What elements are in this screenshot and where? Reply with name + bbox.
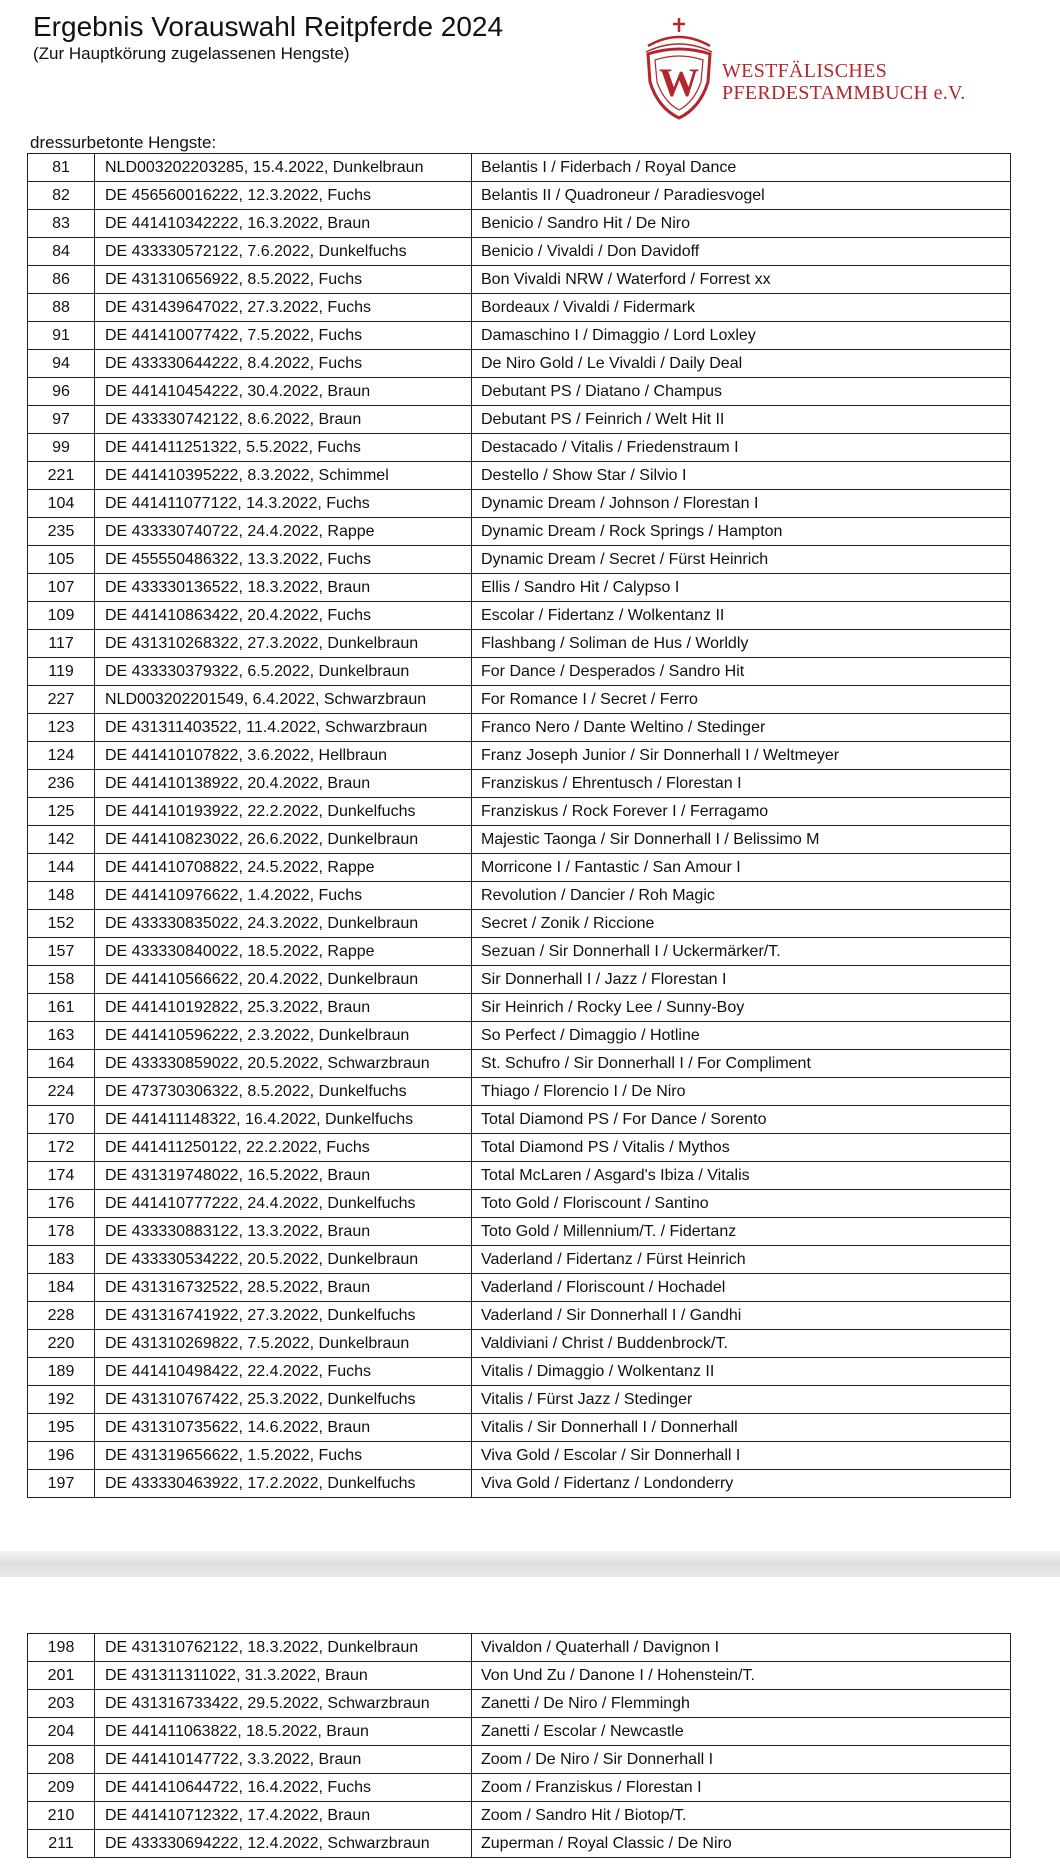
pedigree-cell: Vaderland / Fidertanz / Fürst Heinrich [472, 1246, 1011, 1274]
table-row [28, 1442, 1011, 1470]
catalog-number-cell: 158 [28, 966, 95, 994]
catalog-number-cell: 195 [28, 1414, 95, 1442]
life-number-cell: DE 431316733422, 29.5.2022, Schwarzbraun [95, 1690, 472, 1718]
catalog-number-cell: 172 [28, 1134, 95, 1162]
life-number-cell: DE 433330136522, 18.3.2022, Braun [95, 574, 472, 602]
table-row [28, 1246, 1011, 1274]
pedigree-cell: Zanetti / De Niro / Flemmingh [472, 1690, 1011, 1718]
table-row [28, 770, 1011, 798]
pedigree-cell: Revolution / Dancier / Roh Magic [472, 882, 1011, 910]
pedigree-cell: Secret / Zonik / Riccione [472, 910, 1011, 938]
life-number-cell: DE 433330572122, 7.6.2022, Dunkelfuchs [95, 238, 472, 266]
life-number-cell: DE 441410107822, 3.6.2022, Hellbraun [95, 742, 472, 770]
life-number-cell: DE 431316732522, 28.5.2022, Braun [95, 1274, 472, 1302]
life-number-cell: DE 431319748022, 16.5.2022, Braun [95, 1162, 472, 1190]
catalog-number-cell: 192 [28, 1386, 95, 1414]
pedigree-cell: Total Diamond PS / Vitalis / Mythos [472, 1134, 1011, 1162]
catalog-number-cell: 124 [28, 742, 95, 770]
table-row [28, 798, 1011, 826]
catalog-number-cell: 96 [28, 378, 95, 406]
pedigree-cell: Franco Nero / Dante Weltino / Stedinger [472, 714, 1011, 742]
life-number-cell: DE 441410192822, 25.3.2022, Braun [95, 994, 472, 1022]
section-label: dressurbetonte Hengste: [30, 133, 217, 152]
pedigree-cell: Benicio / Sandro Hit / De Niro [472, 210, 1011, 238]
catalog-number-cell: 152 [28, 910, 95, 938]
life-number-cell: DE 441410712322, 17.4.2022, Braun [95, 1802, 472, 1830]
catalog-number-cell: 224 [28, 1078, 95, 1106]
stallion-table-body [28, 1634, 1011, 1858]
pedigree-cell: St. Schufro / Sir Donnerhall I / For Compliment [472, 1050, 1011, 1078]
catalog-number-cell: 119 [28, 658, 95, 686]
pedigree-cell: Morricone I / Fantastic / San Amour I [472, 854, 1011, 882]
pedigree-cell: Destacado / Vitalis / Friedenstraum I [472, 434, 1011, 462]
life-number-cell: DE 441411063822, 18.5.2022, Braun [95, 1718, 472, 1746]
pedigree-cell: Sir Donnerhall I / Jazz / Florestan I [472, 966, 1011, 994]
catalog-number-cell: 94 [28, 350, 95, 378]
table-row [28, 490, 1011, 518]
pedigree-cell: Dynamic Dream / Secret / Fürst Heinrich [472, 546, 1011, 574]
pedigree-cell: Flashbang / Soliman de Hus / Worldly [472, 630, 1011, 658]
life-number-cell: DE 441410342222, 16.3.2022, Braun [95, 210, 472, 238]
table-row [28, 1358, 1011, 1386]
life-number-cell: DE 433330742122, 8.6.2022, Braun [95, 406, 472, 434]
stallion-table-page-2 [27, 1633, 1011, 1858]
table-row [28, 1022, 1011, 1050]
pedigree-cell: Viva Gold / Escolar / Sir Donnerhall I [472, 1442, 1011, 1470]
life-number-cell: DE 441410498422, 22.4.2022, Fuchs [95, 1358, 472, 1386]
table-row [28, 266, 1011, 294]
catalog-number-cell: 107 [28, 574, 95, 602]
table-row [28, 1274, 1011, 1302]
life-number-cell: DE 441410863422, 20.4.2022, Fuchs [95, 602, 472, 630]
pedigree-cell: Vitalis / Dimaggio / Wolkentanz II [472, 1358, 1011, 1386]
catalog-number-cell: 83 [28, 210, 95, 238]
table-row [28, 602, 1011, 630]
pedigree-cell: Vitalis / Sir Donnerhall I / Donnerhall [472, 1414, 1011, 1442]
pedigree-cell: Sir Heinrich / Rocky Lee / Sunny-Boy [472, 994, 1011, 1022]
pedigree-cell: Franziskus / Ehrentusch / Florestan I [472, 770, 1011, 798]
life-number-cell: DE 455550486322, 13.3.2022, Fuchs [95, 546, 472, 574]
table-row [28, 1078, 1011, 1106]
table-row [28, 686, 1011, 714]
life-number-cell: DE 441411250122, 22.2.2022, Fuchs [95, 1134, 472, 1162]
pedigree-cell: De Niro Gold / Le Vivaldi / Daily Deal [472, 350, 1011, 378]
table-row [28, 826, 1011, 854]
catalog-number-cell: 88 [28, 294, 95, 322]
life-number-cell: DE 431311311022, 31.3.2022, Braun [95, 1662, 472, 1690]
table-row [28, 1302, 1011, 1330]
pedigree-cell: Von Und Zu / Danone I / Hohenstein/T. [472, 1662, 1011, 1690]
catalog-number-cell: 97 [28, 406, 95, 434]
catalog-number-cell: 105 [28, 546, 95, 574]
life-number-cell: DE 441411148322, 16.4.2022, Dunkelfuchs [95, 1106, 472, 1134]
table-row [28, 1218, 1011, 1246]
life-number-cell: DE 441411077122, 14.3.2022, Fuchs [95, 490, 472, 518]
table-row [28, 518, 1011, 546]
table-row [28, 1470, 1011, 1498]
pedigree-cell: Bon Vivaldi NRW / Waterford / Forrest xx [472, 266, 1011, 294]
life-number-cell: DE 441410077422, 7.5.2022, Fuchs [95, 322, 472, 350]
pedigree-cell: Majestic Taonga / Sir Donnerhall I / Belissimo M [472, 826, 1011, 854]
table-row [28, 658, 1011, 686]
stallion-table-page-1 [27, 153, 1011, 1498]
table-row [28, 1190, 1011, 1218]
catalog-number-cell: 82 [28, 182, 95, 210]
catalog-number-cell: 189 [28, 1358, 95, 1386]
table-row [28, 1774, 1011, 1802]
pedigree-cell: Damaschino I / Dimaggio / Lord Loxley [472, 322, 1011, 350]
catalog-number-cell: 197 [28, 1470, 95, 1498]
pedigree-cell: Vaderland / Sir Donnerhall I / Gandhi [472, 1302, 1011, 1330]
logo-letter: W [659, 60, 699, 105]
table-row [28, 434, 1011, 462]
catalog-number-cell: 196 [28, 1442, 95, 1470]
pedigree-cell: Debutant PS / Diatano / Champus [472, 378, 1011, 406]
page-subtitle: (Zur Hauptkörung zugelassenen Hengste) [33, 44, 350, 63]
life-number-cell: DE 433330644222, 8.4.2022, Fuchs [95, 350, 472, 378]
table-row [28, 1414, 1011, 1442]
life-number-cell: DE 431316741922, 27.3.2022, Dunkelfuchs [95, 1302, 472, 1330]
pedigree-cell: Zoom / Franziskus / Florestan I [472, 1774, 1011, 1802]
catalog-number-cell: 183 [28, 1246, 95, 1274]
table-row [28, 910, 1011, 938]
table-row [28, 1718, 1011, 1746]
pedigree-cell: Franziskus / Rock Forever I / Ferragamo [472, 798, 1011, 826]
catalog-number-cell: 211 [28, 1830, 95, 1858]
life-number-cell: DE 433330859022, 20.5.2022, Schwarzbraun [95, 1050, 472, 1078]
life-number-cell: NLD003202201549, 6.4.2022, Schwarzbraun [95, 686, 472, 714]
table-row [28, 630, 1011, 658]
pedigree-cell: Sezuan / Sir Donnerhall I / Uckermärker/T. [472, 938, 1011, 966]
table-row [28, 1802, 1011, 1830]
table-row [28, 966, 1011, 994]
catalog-number-cell: 235 [28, 518, 95, 546]
pedigree-cell: Toto Gold / Millennium/T. / Fidertanz [472, 1218, 1011, 1246]
pedigree-cell: Vaderland / Floriscount / Hochadel [472, 1274, 1011, 1302]
pedigree-cell: Total McLaren / Asgard's Ibiza / Vitalis [472, 1162, 1011, 1190]
table-row [28, 882, 1011, 910]
catalog-number-cell: 104 [28, 490, 95, 518]
table-row [28, 350, 1011, 378]
life-number-cell: DE 441410395222, 8.3.2022, Schimmel [95, 462, 472, 490]
catalog-number-cell: 174 [28, 1162, 95, 1190]
logo-line-2: PFERDESTAMMBUCH e.V. [722, 82, 966, 104]
table-row [28, 1690, 1011, 1718]
table-row [28, 322, 1011, 350]
table-row [28, 1106, 1011, 1134]
page-break-separator [0, 1551, 1060, 1577]
pedigree-cell: Toto Gold / Floriscount / Santino [472, 1190, 1011, 1218]
table-row [28, 210, 1011, 238]
catalog-number-cell: 144 [28, 854, 95, 882]
table-row [28, 1050, 1011, 1078]
pedigree-cell: Zanetti / Escolar / Newcastle [472, 1718, 1011, 1746]
pedigree-cell: Dynamic Dream / Johnson / Florestan I [472, 490, 1011, 518]
life-number-cell: DE 431319656622, 1.5.2022, Fuchs [95, 1442, 472, 1470]
pedigree-cell: Benicio / Vivaldi / Don Davidoff [472, 238, 1011, 266]
catalog-number-cell: 163 [28, 1022, 95, 1050]
life-number-cell: DE 431310269822, 7.5.2022, Dunkelbraun [95, 1330, 472, 1358]
catalog-number-cell: 210 [28, 1802, 95, 1830]
pedigree-cell: Zuperman / Royal Classic / De Niro [472, 1830, 1011, 1858]
life-number-cell: NLD003202203285, 15.4.2022, Dunkelbraun [95, 154, 472, 182]
pedigree-cell: Total Diamond PS / For Dance / Sorento [472, 1106, 1011, 1134]
catalog-number-cell: 123 [28, 714, 95, 742]
catalog-number-cell: 204 [28, 1718, 95, 1746]
life-number-cell: DE 431310656922, 8.5.2022, Fuchs [95, 266, 472, 294]
table-row [28, 238, 1011, 266]
table-row [28, 854, 1011, 882]
catalog-number-cell: 81 [28, 154, 95, 182]
life-number-cell: DE 441410596222, 2.3.2022, Dunkelbraun [95, 1022, 472, 1050]
table-row [28, 154, 1011, 182]
table-row [28, 574, 1011, 602]
catalog-number-cell: 148 [28, 882, 95, 910]
catalog-number-cell: 221 [28, 462, 95, 490]
catalog-number-cell: 203 [28, 1690, 95, 1718]
life-number-cell: DE 433330883122, 13.3.2022, Braun [95, 1218, 472, 1246]
life-number-cell: DE 441410777222, 24.4.2022, Dunkelfuchs [95, 1190, 472, 1218]
catalog-number-cell: 109 [28, 602, 95, 630]
life-number-cell: DE 433330379322, 6.5.2022, Dunkelbraun [95, 658, 472, 686]
pedigree-cell: So Perfect / Dimaggio / Hotline [472, 1022, 1011, 1050]
life-number-cell: DE 456560016222, 12.3.2022, Fuchs [95, 182, 472, 210]
table-row [28, 462, 1011, 490]
life-number-cell: DE 431310762122, 18.3.2022, Dunkelbraun [95, 1634, 472, 1662]
life-number-cell: DE 473730306322, 8.5.2022, Dunkelfuchs [95, 1078, 472, 1106]
table-row [28, 1634, 1011, 1662]
pedigree-cell: Debutant PS / Feinrich / Welt Hit II [472, 406, 1011, 434]
table-row [28, 1162, 1011, 1190]
pedigree-cell: Dynamic Dream / Rock Springs / Hampton [472, 518, 1011, 546]
pedigree-cell: For Romance I / Secret / Ferro [472, 686, 1011, 714]
life-number-cell: DE 433330694222, 12.4.2022, Schwarzbraun [95, 1830, 472, 1858]
pedigree-cell: For Dance / Desperados / Sandro Hit [472, 658, 1011, 686]
life-number-cell: DE 433330534222, 20.5.2022, Dunkelbraun [95, 1246, 472, 1274]
table-row [28, 294, 1011, 322]
table-row [28, 1746, 1011, 1774]
catalog-number-cell: 99 [28, 434, 95, 462]
catalog-number-cell: 236 [28, 770, 95, 798]
catalog-number-cell: 227 [28, 686, 95, 714]
table-row [28, 1330, 1011, 1358]
pedigree-cell: Vitalis / Fürst Jazz / Stedinger [472, 1386, 1011, 1414]
life-number-cell: DE 441410138922, 20.4.2022, Braun [95, 770, 472, 798]
life-number-cell: DE 431310735622, 14.6.2022, Braun [95, 1414, 472, 1442]
pedigree-cell: Zoom / De Niro / Sir Donnerhall I [472, 1746, 1011, 1774]
pedigree-cell: Escolar / Fidertanz / Wolkentanz II [472, 602, 1011, 630]
catalog-number-cell: 164 [28, 1050, 95, 1078]
catalog-number-cell: 198 [28, 1634, 95, 1662]
life-number-cell: DE 441410644722, 16.4.2022, Fuchs [95, 1774, 472, 1802]
table-row [28, 182, 1011, 210]
table-row [28, 742, 1011, 770]
pedigree-cell: Belantis II / Quadroneur / Paradiesvogel [472, 182, 1011, 210]
pedigree-cell: Ellis / Sandro Hit / Calypso I [472, 574, 1011, 602]
life-number-cell: DE 431439647022, 27.3.2022, Fuchs [95, 294, 472, 322]
page-title: Ergebnis Vorauswahl Reitpferde 2024 [33, 11, 504, 42]
table-row [28, 1830, 1011, 1858]
catalog-number-cell: 184 [28, 1274, 95, 1302]
pedigree-cell: Destello / Show Star / Silvio I [472, 462, 1011, 490]
table-row [28, 406, 1011, 434]
catalog-number-cell: 209 [28, 1774, 95, 1802]
catalog-number-cell: 125 [28, 798, 95, 826]
life-number-cell: DE 431310767422, 25.3.2022, Dunkelfuchs [95, 1386, 472, 1414]
pedigree-cell: Bordeaux / Vivaldi / Fidermark [472, 294, 1011, 322]
logo-wordmark [722, 60, 966, 104]
table-row [28, 994, 1011, 1022]
catalog-number-cell: 157 [28, 938, 95, 966]
logo-line-1: WESTFÄLISCHES [722, 60, 888, 82]
life-number-cell: DE 441410976622, 1.4.2022, Fuchs [95, 882, 472, 910]
pedigree-cell: Zoom / Sandro Hit / Biotop/T. [472, 1802, 1011, 1830]
pedigree-cell: Valdiviani / Christ / Buddenbrock/T. [472, 1330, 1011, 1358]
life-number-cell: DE 441410193922, 22.2.2022, Dunkelfuchs [95, 798, 472, 826]
table-row [28, 1386, 1011, 1414]
westfalen-logo [638, 16, 998, 126]
catalog-number-cell: 220 [28, 1330, 95, 1358]
life-number-cell: DE 431310268322, 27.3.2022, Dunkelbraun [95, 630, 472, 658]
catalog-number-cell: 201 [28, 1662, 95, 1690]
table-row [28, 938, 1011, 966]
pedigree-cell: Viva Gold / Fidertanz / Londonderry [472, 1470, 1011, 1498]
catalog-number-cell: 86 [28, 266, 95, 294]
catalog-number-cell: 91 [28, 322, 95, 350]
life-number-cell: DE 433330835022, 24.3.2022, Dunkelbraun [95, 910, 472, 938]
life-number-cell: DE 433330463922, 17.2.2022, Dunkelfuchs [95, 1470, 472, 1498]
pedigree-cell: Thiago / Florencio I / De Niro [472, 1078, 1011, 1106]
life-number-cell: DE 441410147722, 3.3.2022, Braun [95, 1746, 472, 1774]
pedigree-cell: Belantis I / Fiderbach / Royal Dance [472, 154, 1011, 182]
pedigree-cell: Vivaldon / Quaterhall / Davignon I [472, 1634, 1011, 1662]
table-row [28, 714, 1011, 742]
table-row [28, 1134, 1011, 1162]
table-row [28, 546, 1011, 574]
life-number-cell: DE 441410823022, 26.6.2022, Dunkelbraun [95, 826, 472, 854]
life-number-cell: DE 441410566622, 20.4.2022, Dunkelbraun [95, 966, 472, 994]
catalog-number-cell: 208 [28, 1746, 95, 1774]
catalog-number-cell: 176 [28, 1190, 95, 1218]
life-number-cell: DE 441410454222, 30.4.2022, Braun [95, 378, 472, 406]
catalog-number-cell: 117 [28, 630, 95, 658]
life-number-cell: DE 433330740722, 24.4.2022, Rappe [95, 518, 472, 546]
catalog-number-cell: 142 [28, 826, 95, 854]
table-row [28, 378, 1011, 406]
stallion-table-body [28, 154, 1011, 1498]
catalog-number-cell: 178 [28, 1218, 95, 1246]
table-row [28, 1662, 1011, 1690]
catalog-number-cell: 170 [28, 1106, 95, 1134]
catalog-number-cell: 228 [28, 1302, 95, 1330]
life-number-cell: DE 431311403522, 11.4.2022, Schwarzbraun [95, 714, 472, 742]
life-number-cell: DE 441411251322, 5.5.2022, Fuchs [95, 434, 472, 462]
crown-shield-icon [642, 16, 722, 122]
life-number-cell: DE 433330840022, 18.5.2022, Rappe [95, 938, 472, 966]
pedigree-cell: Franz Joseph Junior / Sir Donnerhall I / Weltmeyer [472, 742, 1011, 770]
life-number-cell: DE 441410708822, 24.5.2022, Rappe [95, 854, 472, 882]
catalog-number-cell: 161 [28, 994, 95, 1022]
catalog-number-cell: 84 [28, 238, 95, 266]
